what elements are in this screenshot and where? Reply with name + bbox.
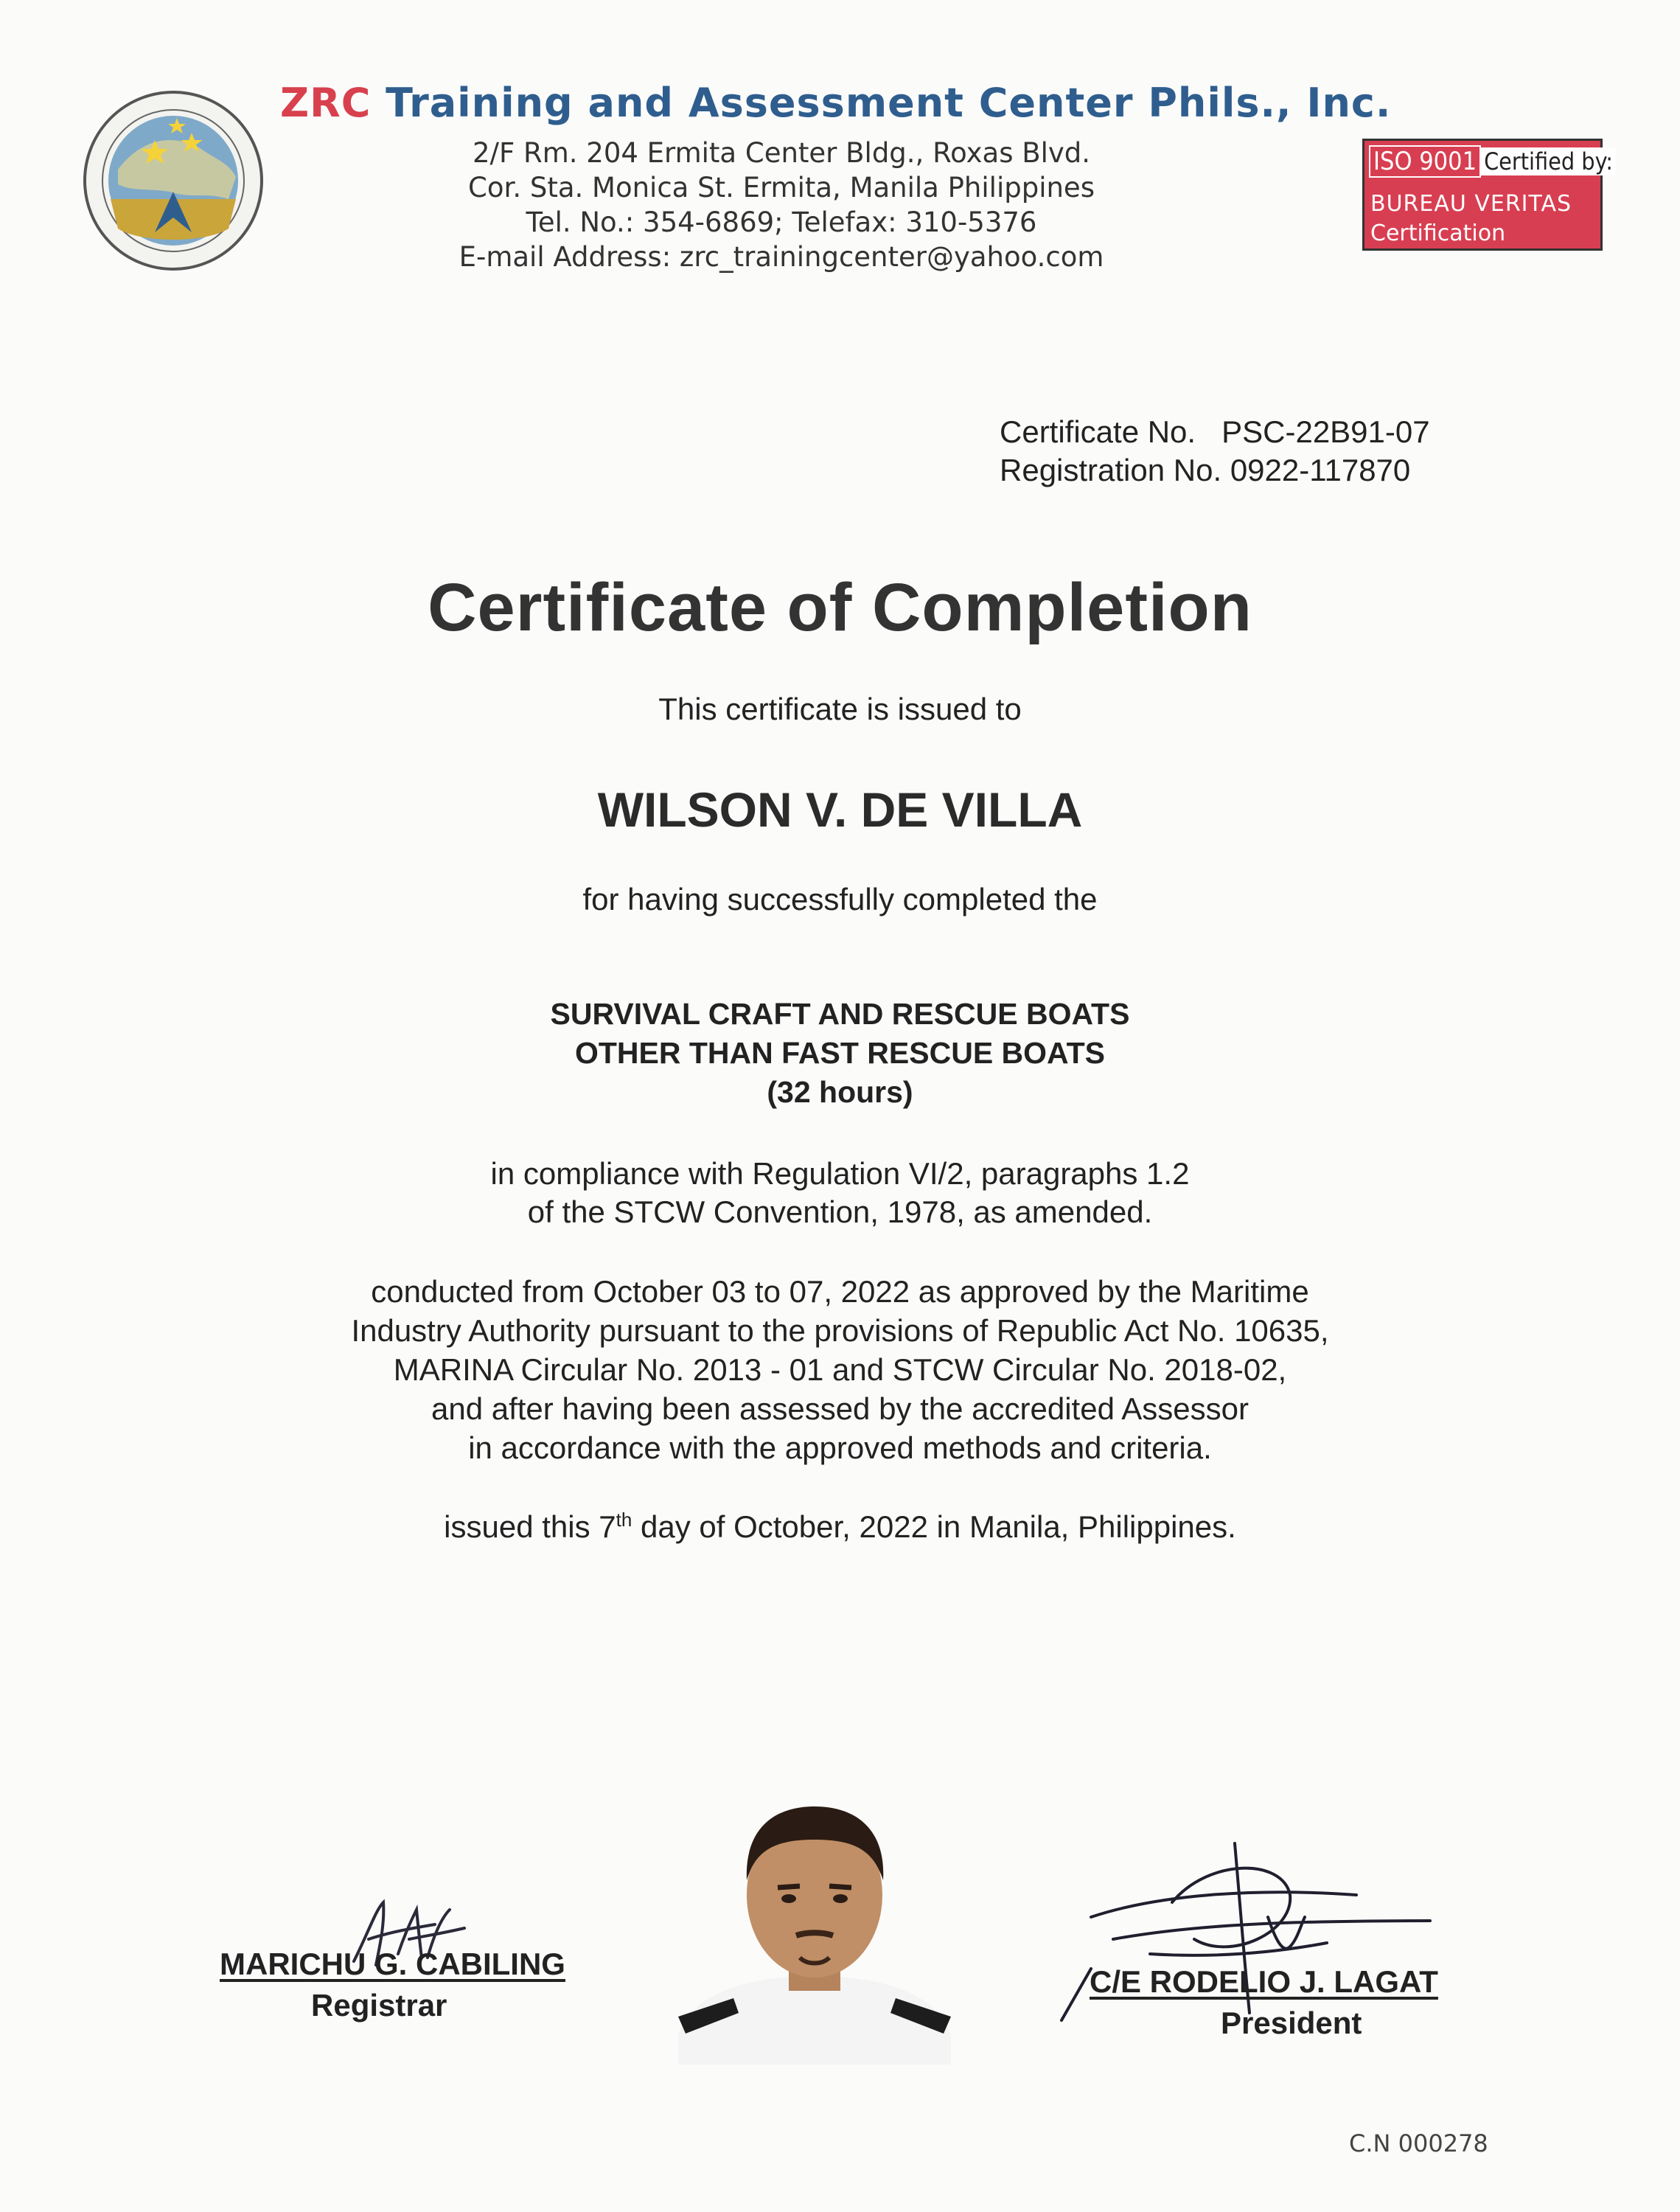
email-line: E-mail Address: zrc_trainingcenter@yahoo.com [459, 241, 1104, 273]
iso-certification-badge [1362, 139, 1613, 251]
issued-to-text: This certificate is issued to [658, 692, 1022, 726]
address-line-1: 2/F Rm. 204 Ermita Center Bldg., Roxas Blvd. [472, 137, 1091, 169]
issued-ordinal: th [616, 1509, 632, 1531]
certificate-number-label: Certificate No. [1000, 414, 1196, 449]
certificate-number [1000, 414, 1430, 450]
registration-number [1000, 453, 1410, 488]
certificate-title: Certificate of Completion [428, 570, 1252, 645]
issued-suffix: day of October, 2022 in Manila, Philippines. [632, 1509, 1236, 1544]
zrc-seal-icon [81, 88, 265, 273]
organization-name-rest: Training and Assessment Center Phils., Inc. [371, 80, 1392, 126]
compliance-line-2: of the STCW Convention, 1978, as amended. [527, 1194, 1153, 1229]
completed-text: for having successfully completed the [582, 882, 1098, 917]
recipient-name: WILSON V. DE VILLA [597, 782, 1083, 837]
registrar-role: Registrar [311, 1988, 447, 2023]
phone-line: Tel. No.: 354-6869; Telefax: 310-5376 [526, 206, 1037, 238]
organization-name [280, 80, 1391, 126]
address-line-2: Cor. Sta. Monica St. Ermita, Manila Philippines [468, 172, 1095, 204]
certified-by-label: Certified by: [1481, 147, 1616, 175]
conducted-line-2: Industry Authority pursuant to the provisions of Republic Act No. 10635, [351, 1313, 1329, 1348]
iso-label: ISO 9001 [1369, 145, 1481, 178]
conducted-line-4: and after having been assessed by the accredited Assessor [431, 1391, 1249, 1426]
issued-prefix: issued this 7 [444, 1509, 616, 1544]
president-role: President [1221, 2006, 1362, 2040]
president-signature-icon [1047, 1814, 1460, 2035]
compliance-line-1: in compliance with Regulation VI/2, paragraphs 1.2 [490, 1156, 1190, 1191]
course-title-line-1: SURVIVAL CRAFT AND RESCUE BOATS [550, 997, 1130, 1031]
issued-date-line [0, 1509, 1680, 1545]
conducted-line-5: in accordance with the approved methods and criteria. [468, 1430, 1212, 1465]
recipient-photo-icon [649, 1770, 980, 2065]
registrar-name: MARICHU G. CABILING [220, 1947, 565, 1981]
course-title-line-2: OTHER THAN FAST RESCUE BOATS [574, 1036, 1106, 1070]
bureau-veritas-label: BUREAU VERITAS [1370, 191, 1572, 217]
conducted-line-1: conducted from October 03 to 07, 2022 as approved by the Maritime [371, 1274, 1309, 1309]
control-number: C.N 000278 [1349, 2129, 1488, 2157]
certificate-number-value: PSC-22B91-07 [1221, 414, 1430, 449]
president-name: C/E RODELIO J. LAGAT [1090, 1964, 1438, 1999]
registration-number-value: 0922-117870 [1230, 453, 1411, 487]
organization-prefix: ZRC [280, 80, 372, 126]
course-duration: (32 hours) [767, 1075, 913, 1109]
conducted-line-3: MARINA Circular No. 2013 - 01 and STCW Circular No. 2018-02, [393, 1352, 1287, 1387]
certification-label: Certification [1370, 220, 1506, 246]
registration-number-label: Registration No. [1000, 453, 1222, 487]
